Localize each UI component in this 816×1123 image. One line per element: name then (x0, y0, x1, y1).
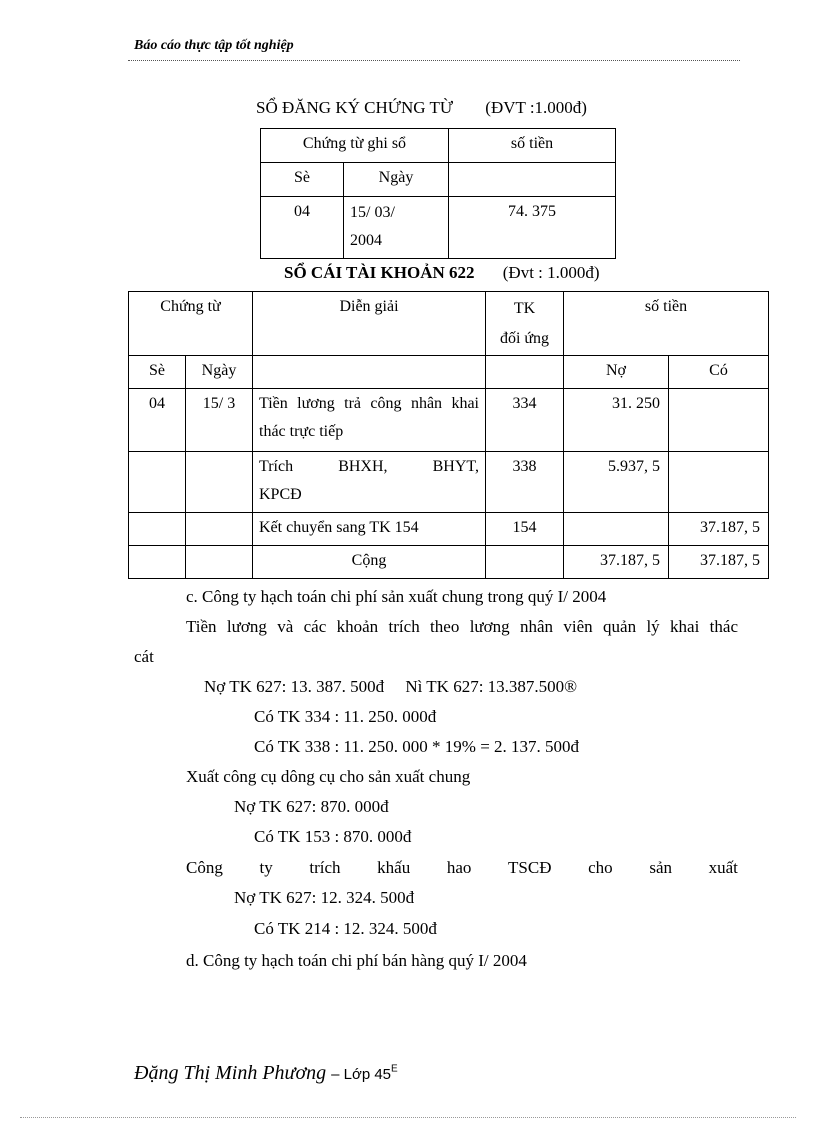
ledger-row (129, 389, 769, 452)
tools-paragraph: Xuất công cụ dông cụ cho sản xuất chung (186, 767, 471, 786)
ledger-row-date: 15/ 3 (186, 389, 253, 452)
ledger-row-debit: 5.937, 5 (564, 452, 669, 513)
dep-word: Công (186, 858, 223, 877)
ledger-row-date (186, 452, 253, 513)
register-col-no: Sè (261, 163, 344, 197)
entry-credit-214: Có TK 214 : 12. 324. 500đ (254, 919, 437, 938)
dep-word: cho (588, 858, 613, 877)
ledger-row-no (129, 513, 186, 546)
ledger-row-tk: 338 (486, 452, 564, 513)
dep-word: sản (649, 858, 672, 877)
ledger-total-debit: 37.187, 5 (564, 546, 669, 579)
ledger-row-no: 04 (129, 389, 186, 452)
ledger-row-no (129, 452, 186, 513)
ledger-col-date: Ngày (186, 356, 253, 389)
dep-word: hao (446, 858, 472, 877)
wage-paragraph-line2: cát (134, 647, 154, 666)
footer-author (134, 1062, 398, 1085)
dep-word: TSCĐ (508, 858, 552, 877)
ledger-unit: (Đvt : 1.000đ) (502, 263, 600, 282)
header-divider (128, 60, 740, 61)
ledger-row-credit (669, 452, 769, 513)
ledger-title-text: SỔ CÁI TÀI KHOẢN 622 (284, 263, 475, 282)
ledger-total-label: Cộng (253, 546, 486, 579)
ledger-row-credit (669, 389, 769, 452)
ledger-col-amount: số tiền (564, 292, 769, 356)
wage-paragraph-line1: Tiền lương và các khoản trích theo lương nhân viên quản lý khai thác (186, 617, 738, 636)
register-empty-cell (449, 163, 616, 197)
depreciation-paragraph (186, 858, 738, 878)
section-c-heading: c. Công ty hạch toán chi phí sản xuất chung trong quý I/ 2004 (186, 587, 607, 606)
register-unit: (ĐVT :1.000đ) (485, 98, 587, 117)
ledger-row-tk: 154 (486, 513, 564, 546)
register-title-text: SỔ ĐĂNG KÝ CHỨNG TỪ (256, 98, 454, 117)
entry-debit-627-b: Nợ TK 627: 870. 000đ (234, 797, 389, 816)
register-row-date-line2: 2004 (350, 232, 382, 249)
ledger-row (129, 452, 769, 513)
entry-debit-627-c: Nợ TK 627: 12. 324. 500đ (234, 888, 415, 907)
ledger-row-desc: Kết chuyển sang TK 154 (253, 513, 486, 546)
ledger-col-tk (486, 292, 564, 356)
ledger-col-debit: Nợ (564, 356, 669, 389)
footer-author-name: Đặng Thị Minh Phương (134, 1062, 327, 1084)
register-row-date (344, 197, 449, 259)
dep-word: xuất (708, 858, 738, 877)
ledger-total-credit: 37.187, 5 (669, 546, 769, 579)
footer-class-sup: E (391, 1063, 398, 1075)
section-d-heading: d. Công ty hạch toán chi phí bán hàng quý I/ 2004 (186, 951, 527, 970)
ledger-row-date (186, 513, 253, 546)
ledger-total-row (129, 546, 769, 579)
ledger-empty-cell (129, 546, 186, 579)
ledger-col-tk-line2: đối ứng (499, 330, 550, 347)
register-col-amount: số tiền (449, 129, 616, 163)
entry-debit-627-a: Nợ TK 627: 13. 387. 500đ Nì TK 627: 13.387.500® (204, 677, 578, 696)
ledger-col-no: Sè (129, 356, 186, 389)
report-header-title: Báo cáo thực tập tốt nghiệp (134, 38, 294, 53)
register-row-no: 04 (261, 197, 344, 259)
register-col-voucher: Chứng từ ghi sổ (261, 129, 449, 163)
register-row-amount: 74. 375 (449, 197, 616, 259)
ledger-row (129, 513, 769, 546)
ledger-row-tk: 334 (486, 389, 564, 452)
ledger-empty-cell (253, 356, 486, 389)
ledger-empty-cell (486, 356, 564, 389)
footer-divider (20, 1117, 796, 1118)
ledger-table (128, 291, 769, 579)
entry-credit-153: Có TK 153 : 870. 000đ (254, 827, 412, 846)
ledger-empty-cell (486, 546, 564, 579)
ledger-row-debit (564, 513, 669, 546)
ledger-empty-cell (186, 546, 253, 579)
ledger-row-desc: Tiền lương trả công nhân khai thác trực tiếp (253, 389, 486, 452)
register-row-date-line1: 15/ 03/ (350, 204, 395, 221)
ledger-col-tk-line1: TK (513, 300, 536, 317)
ledger-col-desc: Diễn giải (253, 292, 486, 356)
ledger-row-desc: Trích BHXH, BHYT, KPCĐ (253, 452, 486, 513)
entry-credit-338: Có TK 338 : 11. 250. 000 * 19% = 2. 137. 500đ (254, 737, 580, 756)
ledger-col-credit: Có (669, 356, 769, 389)
register-col-date: Ngày (344, 163, 449, 197)
entry-credit-334: Có TK 334 : 11. 250. 000đ (254, 707, 437, 726)
ledger-row-debit: 31. 250 (564, 389, 669, 452)
register-title (256, 98, 587, 118)
dep-word: khấu (377, 858, 411, 877)
ledger-col-voucher: Chứng từ (129, 292, 253, 356)
dep-word: ty (259, 858, 273, 877)
ledger-row-credit: 37.187, 5 (669, 513, 769, 546)
dep-word: trích (309, 858, 341, 877)
ledger-title (284, 263, 600, 283)
footer-class-label: – Lớp 45 (331, 1066, 392, 1083)
register-table (260, 128, 616, 259)
